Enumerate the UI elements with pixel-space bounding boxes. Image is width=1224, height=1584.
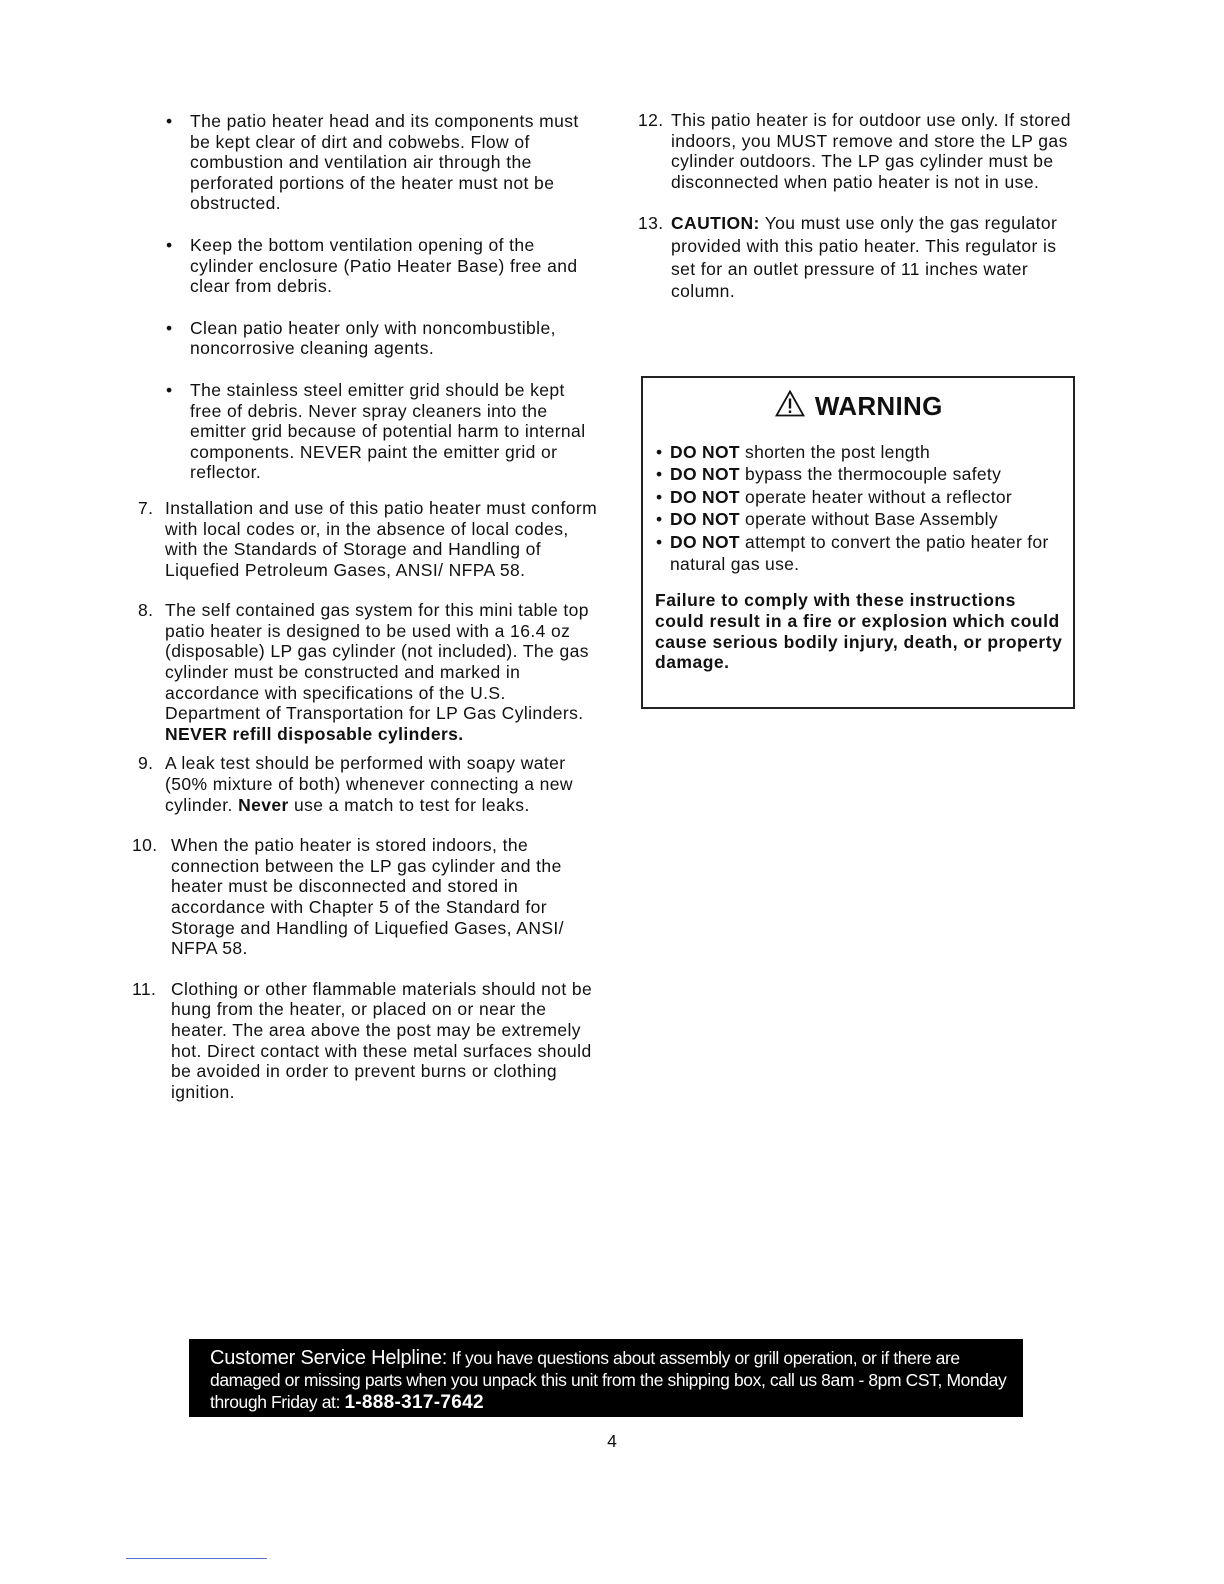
- item-text: This patio heater is for outdoor use only. If stored indoors, you MUST remove and store the LP gas cylinder outdoors. The LP gas cylinder must be disconnected when patio heater is not in use.: [671, 110, 1071, 192]
- bullet-dot: •: [656, 509, 663, 530]
- item-text: You must use only the gas regulator provided with this patio heater. This regulator is set for an outlet pressure of 11 inches water column.: [671, 213, 1058, 302]
- helpline-text: If you have questions about assembly or grill operation, or if there are damaged or missing parts when you unpack this unit from the shipping box, call us 8am - 8pm CST, Monday through Friday at:: [210, 1348, 1007, 1412]
- warning-title: [655, 390, 1063, 421]
- item-bold-text: Never: [238, 794, 289, 815]
- bullet-dot: •: [656, 464, 663, 485]
- item-text: Clothing or other flammable materials should not be hung from the heater, or placed on or near the heater. The area above the post may be extremely hot. Direct contact with these metal surfaces should be avoided in order to prevent burns or clothing ignition.: [171, 978, 593, 1102]
- item-number: 13.: [638, 213, 664, 234]
- warning-box: [641, 376, 1075, 709]
- warning-triangle-icon: [775, 390, 805, 417]
- item-number: 8.: [138, 600, 154, 621]
- bullet-item: [138, 380, 598, 483]
- bullet-dot: •: [656, 442, 663, 462]
- do-not-label: DO NOT: [670, 464, 740, 485]
- footnote-divider: [126, 1558, 267, 1559]
- do-not-label: DO NOT: [670, 531, 740, 552]
- warning-item: [655, 441, 1063, 463]
- item-text: When the patio heater is stored indoors, the connection between the LP gas cylinder and the heater must be disconnected and stored in accordance with Chapter 5 of the Standard for Storage and Handling of Liquefied Gases, ANSI/ NFPA 58.: [171, 835, 564, 959]
- do-not-label: DO NOT: [670, 509, 740, 530]
- warning-item-text: operate heater without a reflector: [745, 486, 1013, 507]
- bullet-item: [138, 111, 598, 214]
- item-text: Installation and use of this patio heater must conform with local codes or, in the absence of local codes, with the Standards of Storage and Handling of Liquefied Petroleum Gases, ANSI/ NFPA 58.: [165, 497, 598, 580]
- warning-item-text: attempt to convert the patio heater for natural gas use.: [670, 531, 1049, 575]
- item-text: The self contained gas system for this mini table top patio heater is designed to be used with a 16.4 oz (disposable) LP gas cylinder (not included). The gas cylinder must be constructed and marked in accordance with specifications of the U.S. Department of Transportation for LP Gas Cylinders.: [165, 600, 589, 724]
- numbered-item-12: [638, 110, 1078, 192]
- bullet-dot: •: [166, 317, 173, 338]
- bullet-dot: •: [656, 531, 663, 552]
- warning-item-text: bypass the thermocouple safety: [745, 464, 1002, 485]
- item-number: 7.: [138, 497, 154, 518]
- do-not-label: DO NOT: [670, 486, 740, 507]
- do-not-label: DO NOT: [670, 442, 740, 462]
- item-bold-text: NEVER refill disposable cylinders.: [165, 723, 464, 744]
- item-bold-text: CAUTION:: [671, 213, 760, 234]
- item-number: 10.: [132, 835, 158, 856]
- bullet-item: [138, 318, 598, 359]
- customer-service-banner: [189, 1339, 1023, 1417]
- page-number: 4: [607, 1431, 617, 1451]
- right-column: [638, 110, 1078, 323]
- item-number: 11.: [132, 978, 157, 999]
- bullet-dot: •: [166, 234, 173, 255]
- left-column: [132, 111, 598, 1122]
- numbered-item-8: [138, 600, 598, 744]
- bullet-dot: •: [656, 486, 663, 507]
- warning-item: [655, 463, 1063, 485]
- numbered-item-7: [138, 498, 598, 580]
- bullet-dot: •: [166, 379, 173, 400]
- warning-item: [655, 531, 1063, 576]
- helpline-title: Customer Service Helpline:: [210, 1347, 448, 1369]
- warning-item-text: shorten the post length: [745, 442, 930, 462]
- warning-item: [655, 486, 1063, 508]
- numbered-item-13: [638, 212, 1078, 302]
- warning-item: [655, 508, 1063, 530]
- item-text: use a match to test for leaks.: [294, 794, 530, 815]
- bullet-text: The patio heater head and its components must be kept clear of dirt and cobwebs. Flow of combustion and ventilation air through the perforated portions of the heater must not be obstructed.: [190, 111, 579, 214]
- warning-item-text: operate without Base Assembly: [745, 509, 998, 530]
- bullet-item: [138, 235, 598, 297]
- bullet-dot: •: [166, 111, 173, 131]
- item-number: 9.: [138, 753, 154, 774]
- numbered-item-10: [132, 835, 598, 959]
- bullet-text: The stainless steel emitter grid should be kept free of debris. Never spray cleaners into the emitter grid because of potential harm to internal components. NEVER paint the emitter grid or reflector.: [190, 379, 586, 483]
- warning-title-text: WARNING: [814, 391, 943, 421]
- item-text: A leak test should be performed with soapy water (50% mixture of both) whenever connecting a new cylinder.: [165, 753, 573, 815]
- item-number: 12.: [638, 110, 664, 130]
- helpline-phone: 1-888-317-7642: [344, 1392, 484, 1413]
- numbered-item-9: [138, 753, 598, 815]
- warning-consequence: Failure to comply with these instructions could result in a fire or explosion which could cause serious bodily injury, death, or property damage.: [655, 590, 1063, 673]
- bullet-text: Clean patio heater only with noncombustible, noncorrosive cleaning agents.: [190, 317, 556, 359]
- numbered-item-11: [132, 978, 598, 1103]
- bullet-text: Keep the bottom ventilation opening of the cylinder enclosure (Patio Heater Base) free and clear from debris.: [190, 234, 578, 297]
